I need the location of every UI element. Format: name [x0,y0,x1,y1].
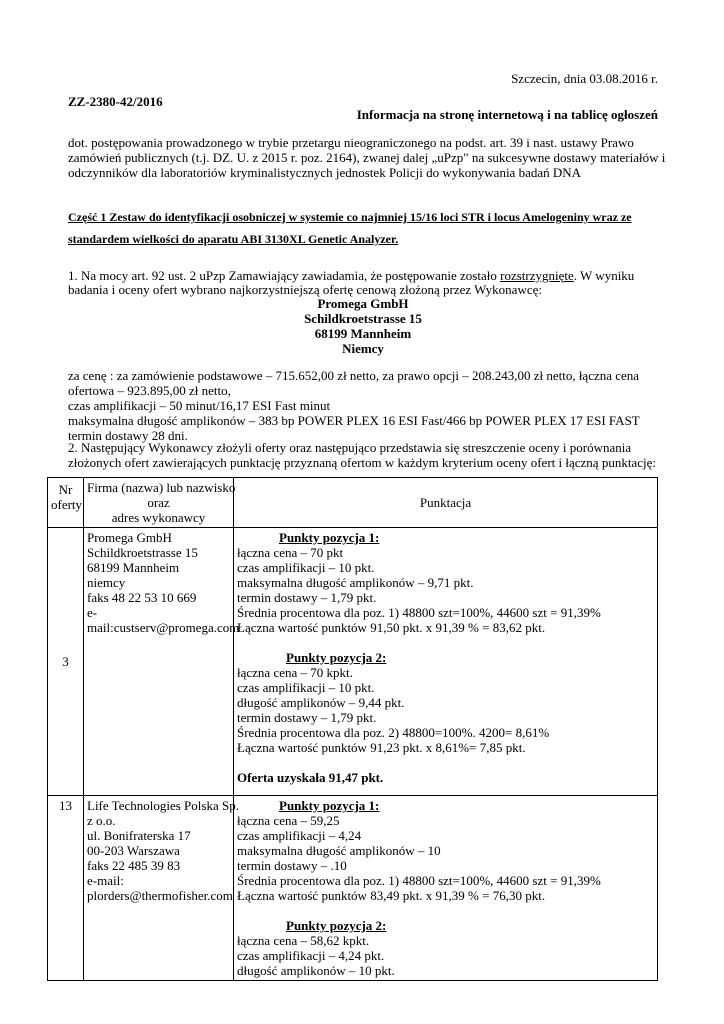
row-score [234,528,658,796]
score-line: maksymalna długość amplikonów – 10 [237,843,441,858]
score-line: termin dostawy – .10 [237,858,347,873]
row-firm [84,796,239,981]
header-score: Punktacja [234,478,658,528]
winner-name: Promega GmbH [317,296,409,311]
intro-line: zamówień publicznych (t.j. DZ. U. z 2015 r. poz. 2164), zwanej dalej „uPzp" na sukcesywne dostawy materiałów i [68,150,666,165]
price-line: za cenę : za zamówienie podstawowe – 715.652,00 zł netto, za prawo opcji – 208.243,00 zł netto, łączna cena [68,368,640,383]
winner-city: 68199 Mannheim [314,326,412,341]
firm-line: e-mail: [87,873,124,888]
offer-total: Oferta uzyskała 91,47 pkt. [237,770,384,785]
header-firm [84,478,234,528]
firm-line: Schildkroetstrasse 15 [87,545,198,560]
score-line: czas amplifikacji – 4,24 [237,828,362,843]
intro-paragraph [68,135,666,180]
section1-text-end: . W wyniku [573,268,635,283]
firm-email: mail:custserv@promega.com [87,620,240,635]
part-heading-line1: Część 1 Zestaw do identyfikacji osobniczej w systemie co najmniej 15/16 loci STR i locus Amelogeniny wraz ze [68,210,632,224]
firm-line: Promega GmbH [87,530,172,545]
firm-line: niemcy [87,575,126,590]
winner-street: Schildkroetstrasse 15 [304,311,422,326]
resolved-word: rozstrzygnięte [500,268,574,283]
score-line: Łączna wartość punktów 91,23 pkt. x 8,61%= 7,85 pkt. [237,740,526,755]
table-row [48,528,658,796]
price-line: termin dostawy 28 dni. [68,428,188,443]
score-line: łączna cena – 59,25 [237,813,340,828]
section2-line: złożonych ofert zawierających punktację przyznaną ofertom w każdym kryterium oceny ofert i łączną punktację: [68,455,656,470]
info-title: Informacja na stronę internetową i na tablicę ogłoszeń [356,107,658,122]
intro-line: dot. postępowania prowadzonego w trybie przetargu nieograniczonego na podst. art. 39 i nast. ustawy Prawo [68,135,634,150]
header-nr [48,478,84,528]
intro-line: odczynników dla laboratoriów kryminalistycznych jednostek Policji do wykonywania badań DNA [68,165,582,180]
firm-email: plorders@thermofisher.com [87,888,233,903]
score-line: Średnia procentowa dla poz. 2) 48800=100%. 4200= 8,61% [237,725,550,740]
firm-line: Life Technologies Polska Sp. [87,798,239,813]
firm-line: faks 22 485 39 83 [87,858,181,873]
header-nr-line: oferty [51,497,83,512]
section1-line1 [68,268,658,283]
table-row [48,796,658,981]
section1-text: 1. Na mocy art. 92 ust. 2 uPzp Zamawiający zawiadamia, że postępowanie zostało [68,268,501,283]
score-line: czas amplifikacji – 10 pkt. [237,560,375,575]
firm-line: 68199 Mannheim [87,560,180,575]
row-nr: 3 [48,528,84,796]
header-nr-line: Nr [58,482,73,497]
row-firm [84,528,240,796]
score-line: termin dostawy – 1,79 pkt. [237,710,377,725]
header-firm-line: oraz [147,495,170,510]
winner-block [68,296,658,356]
section1-line2: badania i oceny ofert wybrano najkorzystniejszą ofertę cenową złożoną przez Wykonawcę: [68,282,542,297]
winner-country: Niemcy [342,341,384,356]
score-line: długość amplikonów – 9,44 pkt. [237,695,405,710]
table-header-row [48,478,658,528]
header-firm-line: adres wykonawcy [111,510,206,525]
price-line: ofertowa – 923.895,00 zł netto, [68,383,231,398]
place-date: Szczecin, dnia 03.08.2016 r. [511,71,658,86]
firm-line: z o.o. [87,813,116,828]
row-score [234,796,658,981]
pos2-title: Punkty pozycja 2: [286,918,387,933]
score-line: czas amplifikacji – 4,24 pkt. [237,948,385,963]
firm-line: ul. Bonifraterska 17 [87,828,191,843]
pos1-title: Punkty pozycja 1: [279,530,380,545]
score-line: termin dostawy – 1,79 pkt. [237,590,377,605]
part-heading-line2: standardem wielkości do aparatu ABI 3130XL Genetic Analyzer. [68,232,399,246]
firm-line: 00-203 Warszawa [87,843,180,858]
firm-line: e- [87,605,98,620]
score-line: łączna cena – 70 pkt [237,545,344,560]
header-firm-line: Firma (nazwa) lub nazwisko [87,480,236,495]
price-line: maksymalna długość amplikonów – 383 bp POWER PLEX 16 ESI Fast/466 bp POWER PLEX 17 ESI FAST [68,413,640,428]
reference-number: ZZ-2380-42/2016 [68,94,163,109]
score-line: Łączna wartość punktów 83,49 pkt. x 91,39 % = 76,30 pkt. [237,888,546,903]
score-line: Średnia procentowa dla poz. 1) 48800 szt=100%, 44600 szt = 91,39% [237,605,601,620]
score-line: łączna cena – 70 kpkt. [237,665,353,680]
score-line: Łączna wartość punktów 91,50 pkt. x 91,39 % = 83,62 pkt. [237,620,546,635]
score-line: łączna cena – 58,62 kpkt. [237,933,370,948]
score-line: długość amplikonów – 10 pkt. [237,963,395,978]
price-line: czas amplifikacji – 50 minut/16,17 ESI Fast minut [68,398,331,413]
firm-line: faks 48 22 53 10 669 [87,590,197,605]
section2-line: 2. Następujący Wykonawcy złożyli oferty oraz następująco przedstawia się streszczenie oceny i porównania [68,440,632,455]
row-nr: 13 [48,796,84,981]
score-line: maksymalna długość amplikonów – 9,71 pkt. [237,575,474,590]
pos2-title: Punkty pozycja 2: [286,650,387,665]
section2-paragraph [68,440,658,470]
score-line: czas amplifikacji – 10 pkt. [237,680,375,695]
pos1-title: Punkty pozycja 1: [279,798,380,813]
offers-table [47,477,658,981]
score-line: Średnia procentowa dla poz. 1) 48800 szt=100%, 44600 szt = 91,39% [237,873,601,888]
price-details [68,368,658,443]
